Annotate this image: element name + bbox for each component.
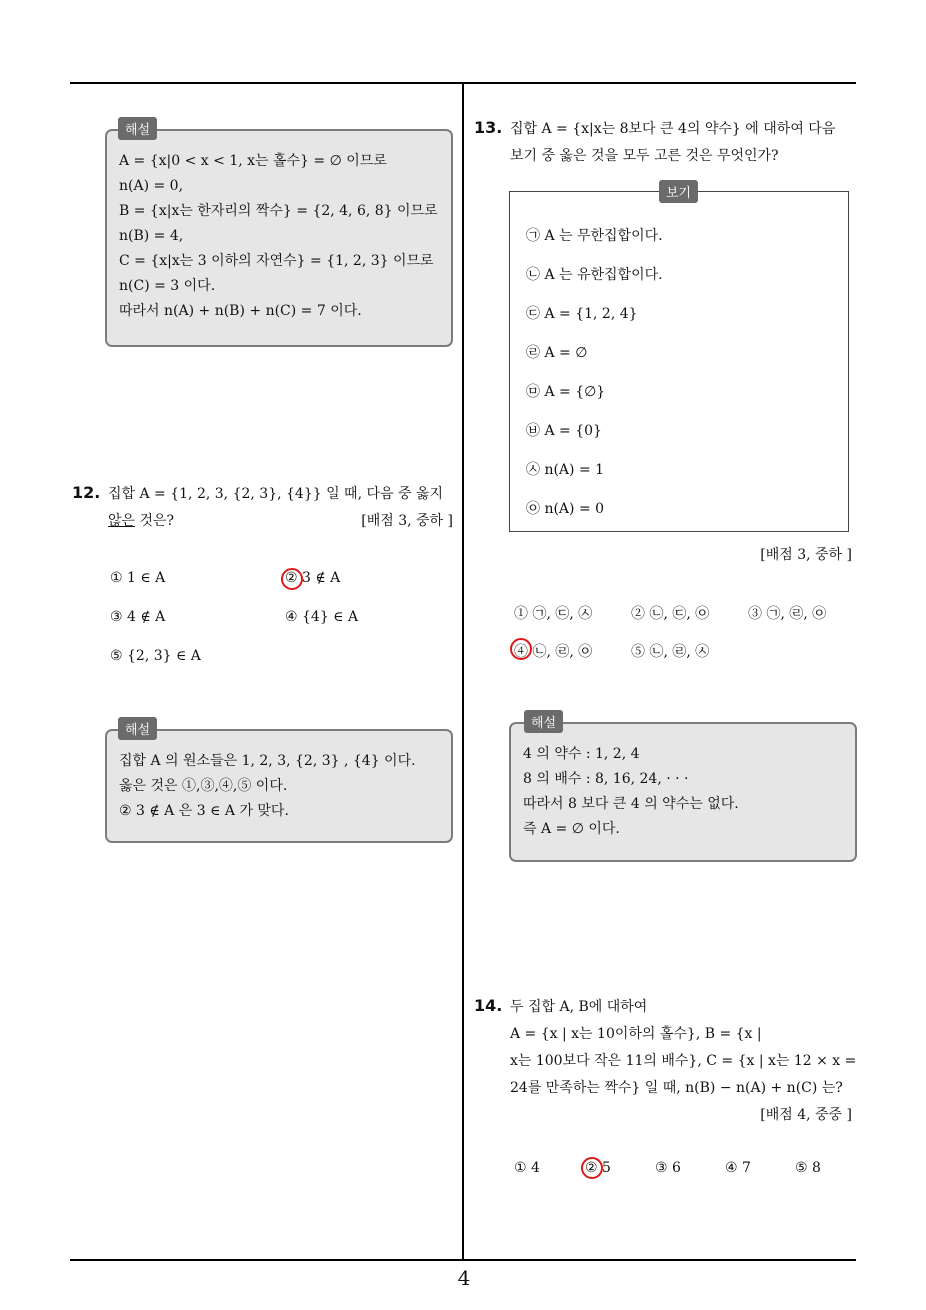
bogi-tag: 보기 bbox=[659, 180, 698, 203]
bogi-item: ㉥ A = {0} bbox=[526, 423, 602, 439]
solution-line: 옳은 것은 ①,③,④,⑤ 이다. bbox=[119, 778, 288, 794]
question-line: 24를 만족하는 짝수} 일 때, n(B) − n(A) + n(C) 는? bbox=[510, 1080, 843, 1096]
question-line: 집합 A = {x|x는 8보다 큰 4의 약수} 에 대하여 다음 bbox=[510, 121, 836, 137]
bogi-item: ㉧ n(A) = 0 bbox=[526, 501, 605, 517]
choice-1[interactable]: ① 4 bbox=[514, 1160, 540, 1176]
solution-line: 즉 A = ∅ 이다. bbox=[523, 821, 620, 837]
choice-4[interactable]: ④ ㉡, ㉣, ㉧ bbox=[514, 644, 593, 660]
question-number: 13. bbox=[474, 118, 503, 137]
bogi-item: ㉤ A = {∅} bbox=[526, 384, 606, 400]
question-line: x는 100보다 작은 11의 배수}, C = {x | x는 12 × x = bbox=[510, 1053, 857, 1069]
choice-5[interactable]: ⑤ ㉡, ㉣, ㉦ bbox=[631, 644, 710, 660]
solution-tag: 해설 bbox=[118, 717, 157, 740]
choice-2[interactable]: ② ㉡, ㉢, ㉧ bbox=[631, 606, 710, 622]
question-number: 14. bbox=[474, 996, 503, 1015]
choice-2[interactable]: ② 3 ∉ A bbox=[285, 570, 341, 586]
bogi-item: ㉣ A = ∅ bbox=[526, 345, 588, 361]
choice-3[interactable]: ③ 6 bbox=[655, 1160, 681, 1176]
solution-tag: 해설 bbox=[118, 117, 157, 140]
column-divider bbox=[462, 82, 464, 1260]
choice-3[interactable]: ③ ㉠, ㉣, ㉧ bbox=[748, 606, 827, 622]
choice-1[interactable]: ① 1 ∈ A bbox=[110, 570, 166, 586]
q11-solution-box bbox=[105, 129, 453, 347]
solution-line: 따라서 n(A) + n(B) + n(C) = 7 이다. bbox=[119, 303, 362, 319]
question-text bbox=[108, 481, 453, 535]
question-line: 집합 A = {1, 2, 3, {2, 3}, {4}} 일 때, 다음 중 옳지 bbox=[108, 486, 443, 502]
solution-line: n(B) = 4, bbox=[119, 228, 184, 244]
choice-2[interactable]: ② 5 bbox=[585, 1160, 611, 1176]
choice-5[interactable]: ⑤ {2, 3} ∈ A bbox=[110, 648, 201, 664]
q13-solution-box bbox=[509, 722, 857, 862]
question-text bbox=[510, 116, 860, 170]
question-number: 12. bbox=[72, 483, 101, 502]
solution-line: n(A) = 0, bbox=[119, 178, 184, 194]
solution-line: C = {x|x는 3 이하의 자연수} = {1, 2, 3} 이므로 bbox=[119, 253, 434, 269]
question-line-rest: 것은? bbox=[135, 513, 175, 529]
bogi-item: ㉢ A = {1, 2, 4} bbox=[526, 306, 638, 322]
choice-5[interactable]: ⑤ 8 bbox=[795, 1160, 821, 1176]
choice-1[interactable]: ① ㉠, ㉢, ㉦ bbox=[514, 606, 593, 622]
question-line: A = {x | x는 10이하의 홀수}, B = {x | bbox=[510, 1026, 762, 1042]
solution-line: 8 의 배수 : 8, 16, 24, · · · bbox=[523, 771, 689, 787]
solution-line: 따라서 8 보다 큰 4 의 약수는 없다. bbox=[523, 796, 739, 812]
question-line: 두 집합 A, B에 대하여 bbox=[510, 999, 648, 1015]
bottom-rule bbox=[70, 1259, 856, 1261]
bogi-item: ㉦ n(A) = 1 bbox=[526, 462, 605, 478]
underlined-word: 않은 bbox=[108, 513, 136, 529]
solution-line: ② 3 ∉ A 은 3 ∈ A 가 맞다. bbox=[119, 803, 289, 819]
bogi-box bbox=[509, 191, 849, 532]
score-label: [배점 4, 중중 ] bbox=[760, 1107, 852, 1123]
solution-line: B = {x|x는 한자리의 짝수} = {2, 4, 6, 8} 이므로 bbox=[119, 203, 438, 219]
solution-line: n(C) = 3 이다. bbox=[119, 278, 216, 294]
solution-line: 4 의 약수 : 1, 2, 4 bbox=[523, 746, 640, 762]
bogi-item: ㉠ A 는 무한집합이다. bbox=[526, 228, 663, 244]
bogi-item: ㉡ A 는 유한집합이다. bbox=[526, 267, 663, 283]
page-number: 4 bbox=[457, 1266, 471, 1290]
question-text bbox=[510, 994, 860, 1129]
solution-line: 집합 A 의 원소들은 1, 2, 3, {2, 3} , {4} 이다. bbox=[119, 753, 416, 769]
score-label: [배점 3, 중하 ] bbox=[760, 547, 852, 563]
solution-tag: 해설 bbox=[524, 710, 563, 733]
choice-4[interactable]: ④ {4} ∈ A bbox=[285, 609, 359, 625]
question-line: 보기 중 옳은 것을 모두 고른 것은 무엇인가? bbox=[510, 148, 779, 164]
score-label: [배점 3, 중하 ] bbox=[361, 513, 453, 529]
solution-line: A = {x|0 < x < 1, x는 홀수} = ∅ 이므로 bbox=[119, 153, 387, 169]
q12-solution-box bbox=[105, 729, 453, 843]
choice-3[interactable]: ③ 4 ∉ A bbox=[110, 609, 166, 625]
choice-4[interactable]: ④ 7 bbox=[725, 1160, 751, 1176]
